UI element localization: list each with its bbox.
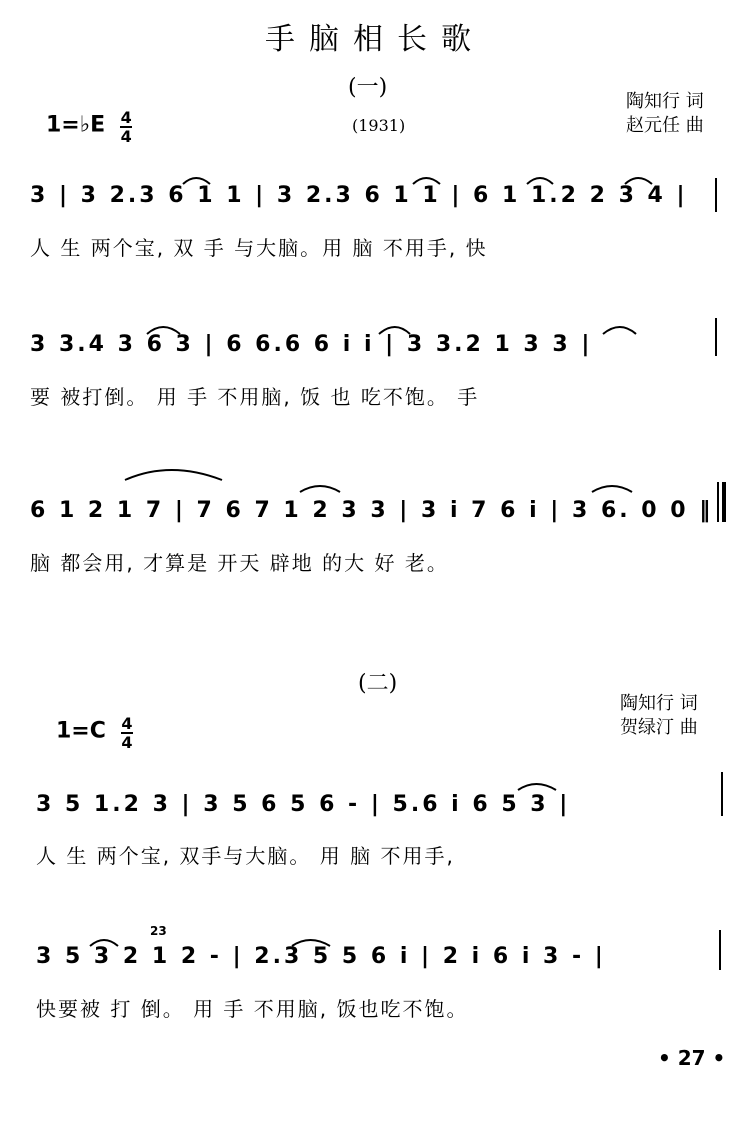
grace-note: 23 (150, 924, 167, 938)
lyricist-credit: 陶知行 词 (626, 91, 704, 112)
key-label: 1=♭E (46, 112, 106, 138)
lyrics-line: 要 被打倒。 用 手 不用脑, 饭 也 吃不饱。 手 (30, 385, 480, 409)
lyrics-line: 脑 都会用, 才算是 开天 辟地 的大 好 老。 (30, 551, 449, 575)
time-signature: $\frac{4}{4}$ (121, 714, 133, 752)
slur-mark (592, 486, 632, 492)
notation-line: 6 1 2 1 7 | 7 6 7 1 2 3 3 | 3 i 7 6 i | 3 6. 0 0 ‖ (30, 498, 714, 523)
slur-mark (625, 178, 652, 184)
slur-mark (518, 784, 556, 790)
slur-mark (292, 940, 330, 946)
part-two-label: (二) (358, 671, 398, 696)
notation-line: 3 5 1.2 3 | 3 5 6 5 6 - | 5.6 i 6 5 3 | (36, 792, 571, 817)
lyrics-line: 人 生 两个宝, 双手与大脑。 用 脑 不用手, (36, 844, 455, 868)
notation-line: 3 5 3 2 1 2 - | 2.3 5 5 6 i | 2 i 6 i 3 - | (36, 944, 606, 969)
notation-line: 3 3.4 3 6 3 | 6 6.6 6 i i | 3 3.2 1 3 3 | (30, 332, 593, 357)
composer-credit: 赵元任 曲 (626, 115, 704, 136)
slur-mark (147, 327, 180, 334)
time-signature: $\frac{4}{4}$ (120, 108, 132, 146)
lyrics-line: 快要被 打 倒。 用 手 不用脑, 饭也吃不饱。 (36, 997, 469, 1021)
page-number: • 27 • (658, 1046, 726, 1070)
slur-mark (413, 178, 440, 184)
slur-mark (90, 940, 118, 946)
lyrics-line: 人 生 两个宝, 双 手 与大脑。用 脑 不用手, 快 (30, 236, 488, 260)
year-label: (1931) (352, 116, 406, 135)
lyricist-credit: 陶知行 词 (620, 693, 698, 714)
song-title: 手脑相长歌 (265, 22, 485, 57)
key-label: 1=C (56, 718, 106, 744)
composer-credit: 贺绿汀 曲 (620, 717, 698, 738)
slur-mark (183, 178, 210, 184)
slur-mark (125, 470, 222, 480)
slur-mark (603, 327, 636, 334)
part-one-label: (一) (348, 75, 388, 100)
notation-line: 3 | 3 2.3 6 1 1 | 3 2.3 6 1 1 | 6 1 1.2 2 3 4 | (30, 183, 688, 208)
slur-mark (300, 486, 340, 492)
slur-mark (379, 327, 410, 334)
slur-mark (527, 178, 553, 184)
